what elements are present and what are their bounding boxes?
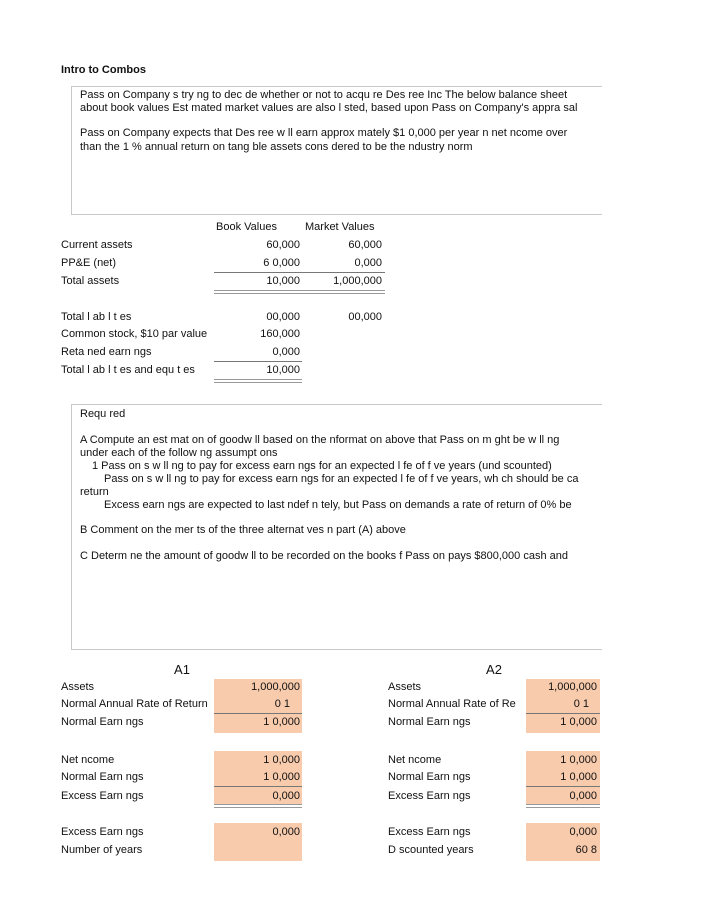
a2-value[interactable]: 1,000,000 (548, 681, 597, 693)
market-value: 00,000 (348, 311, 382, 323)
book-value: 00,000 (266, 311, 300, 323)
a1-value[interactable]: 0,000 (272, 826, 300, 838)
book-value: 10,000 (266, 275, 300, 287)
a2-label: Excess Earn ngs (388, 790, 471, 802)
a2-rule (526, 786, 600, 787)
a2-value[interactable]: 0,000 (569, 790, 597, 802)
required-line: return (80, 486, 109, 498)
a1-rule (214, 786, 302, 787)
required-line: A Compute an est mat on of goodw ll based on the nformat on above that Pass on m ght be w ll ng (80, 434, 560, 446)
intro-line-1: Pass on Company s try ng to dec de whether or not to acqu re Des ree Inc The below balance sheet (80, 89, 568, 101)
book-value: 0,000 (272, 346, 300, 358)
intro-line-2: about book values Est mated market values are also l sted, based upon Pass on Company's appra sal (80, 102, 578, 114)
a2-value[interactable]: 60 8 (575, 844, 597, 856)
row-label: Reta ned earn ngs (61, 346, 152, 358)
intro-textbox[interactable] (71, 86, 602, 215)
required-textbox[interactable] (71, 404, 602, 650)
market-value: 0,000 (354, 257, 382, 269)
col-header-market: Market Values (305, 221, 375, 233)
total-double-rule (214, 290, 385, 294)
required-line: Pass on s w ll ng to pay for excess earn ngs for an expected l fe of f ve years, wh ch should be ca (104, 473, 579, 485)
a2-value[interactable]: 0 1 (573, 698, 589, 710)
intro-line-3: Pass on Company expects that Des ree w ll earn approx mately $1 0,000 per year n net ncome over (80, 127, 568, 139)
subtotal-rule (214, 361, 302, 362)
a1-label: Normal Earn ngs (61, 716, 144, 728)
a1-value[interactable]: 0,000 (272, 790, 300, 802)
a2-label: Net ncome (388, 754, 442, 766)
a1-double-rule (214, 804, 302, 808)
required-line: B Comment on the mer ts of the three alternat ves n part (A) above (80, 524, 406, 536)
row-label: Common stock, $10 par value (61, 328, 208, 340)
book-value: 10,000 (266, 364, 300, 376)
required-line: C Determ ne the amount of goodw ll to be recorded on the books f Pass on pays $800,000 cash and (80, 550, 568, 562)
required-line: under each of the follow ng assumpt ons (80, 447, 278, 459)
a1-rule (214, 713, 302, 714)
a1-value[interactable]: 1,000,000 (251, 681, 300, 693)
row-label: Total assets (61, 275, 120, 287)
a1-label: Number of years (61, 844, 143, 856)
subtotal-rule (214, 272, 385, 273)
a1-label: Normal Earn ngs (61, 771, 144, 783)
row-label: Current assets (61, 239, 133, 251)
book-value: 60,000 (266, 239, 300, 251)
a2-value[interactable]: 1 0,000 (560, 771, 597, 783)
a2-value[interactable]: 1 0,000 (560, 754, 597, 766)
a1-header: A1 (174, 662, 190, 677)
a2-label: Excess Earn ngs (388, 826, 471, 838)
total-double-rule (214, 379, 302, 383)
row-label: Total l ab l t es and equ t es (61, 364, 195, 376)
a2-rule (526, 713, 600, 714)
row-label: PP&E (net) (61, 257, 117, 269)
row-label: Total l ab l t es (61, 311, 132, 323)
a1-label: Excess Earn ngs (61, 826, 144, 838)
a1-label: Normal Annual Rate of Return (61, 698, 208, 710)
a1-value[interactable]: 0 1 (274, 698, 290, 710)
market-value: 60,000 (348, 239, 382, 251)
a1-value[interactable]: 1 0,000 (263, 771, 300, 783)
a2-label: Normal Earn ngs (388, 716, 471, 728)
a1-value[interactable]: 1 0,000 (263, 754, 300, 766)
a2-label: Normal Annual Rate of Re (388, 698, 516, 710)
intro-line-4: than the 1 % annual return on tang ble assets cons dered to be the ndustry norm (80, 141, 473, 153)
required-line: Excess earn ngs are expected to last ndef n tely, but Pass on demands a rate of return of 0% be (104, 499, 572, 511)
a2-label: D scounted years (388, 844, 474, 856)
book-value: 6 0,000 (263, 257, 300, 269)
a2-double-rule (526, 804, 600, 808)
a2-label: Normal Earn ngs (388, 771, 471, 783)
required-line: 1 Pass on s w ll ng to pay for excess earn ngs for an expected l fe of f ve years (und scounted) (92, 460, 552, 472)
col-header-book: Book Values (216, 221, 277, 233)
a1-label: Assets (61, 681, 95, 693)
a1-value[interactable]: 1 0,000 (263, 716, 300, 728)
required-heading: Requ red (80, 408, 126, 420)
a2-label: Assets (388, 681, 422, 693)
a2-value[interactable]: 1 0,000 (560, 716, 597, 728)
a1-label: Excess Earn ngs (61, 790, 144, 802)
a1-label: Net ncome (61, 754, 115, 766)
a2-value[interactable]: 0,000 (569, 826, 597, 838)
a2-header: A2 (486, 662, 502, 677)
page-title: Intro to Combos (61, 64, 146, 76)
book-value: 160,000 (260, 328, 300, 340)
market-value: 1,000,000 (333, 275, 382, 287)
